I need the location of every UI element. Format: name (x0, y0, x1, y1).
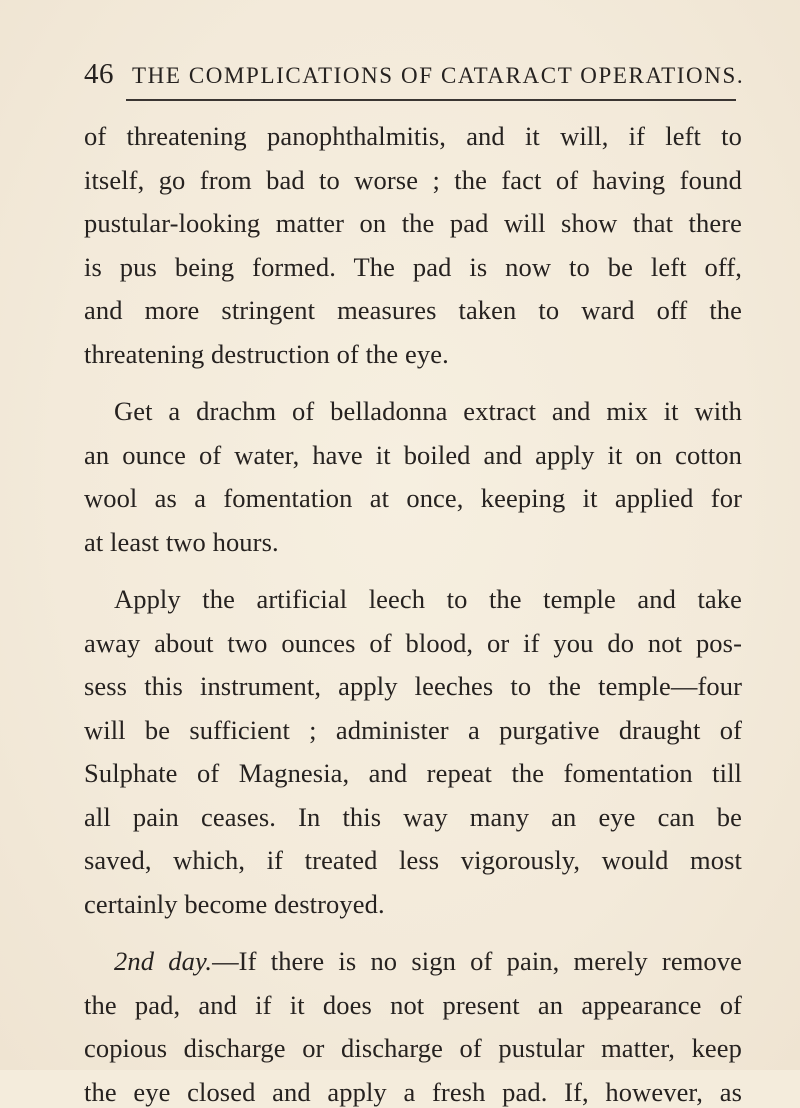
text-line: sess this instrument, apply leeches to the temple—four (84, 671, 742, 701)
text-line: pustular-looking matter on the pad will show that there (84, 208, 742, 238)
text-line-remainder: —If there is no sign of pain, merely remove (212, 946, 742, 976)
text-line: is pus being formed. The pad is now to be left off, (84, 252, 742, 282)
text-line: certainly become destroyed. (84, 889, 385, 919)
text-line: the pad, and if it does not present an appearance of (84, 990, 742, 1020)
text-line: threatening destruction of the eye. (84, 339, 449, 369)
text-line: the eye closed and apply a fresh pad. If, however, as (84, 1077, 742, 1107)
text-line: itself, go from bad to worse ; the fact of having found (84, 165, 742, 195)
text-line: an ounce of water, have it boiled and apply it on cotton (84, 440, 742, 470)
text-line: will be sufficient ; administer a purgative draught of (84, 715, 742, 745)
running-title: THE COMPLICATIONS OF CATARACT OPERATIONS. (132, 63, 745, 88)
text-line: copious discharge or discharge of pustular matter, keep (84, 1033, 742, 1063)
page-number: 46 (84, 58, 114, 90)
section-lead-in: 2nd day. (114, 946, 213, 976)
text-line: Sulphate of Magnesia, and repeat the fomentation till (84, 758, 742, 788)
text-line: away about two ounces of blood, or if you do not pos- (84, 628, 742, 658)
text-line: Get a drachm of belladonna extract and mix it with (114, 396, 742, 426)
text-line: saved, which, if treated less vigorously, would most (84, 845, 742, 875)
text-line: and more stringent measures taken to ward off the (84, 295, 742, 325)
text-line: of threatening panophthalmitis, and it will, if left to (84, 121, 742, 151)
text-line (114, 946, 742, 977)
text-line: Apply the artificial leech to the temple and take (114, 584, 742, 614)
text-line: wool as a fomentation at once, keeping it applied for (84, 483, 742, 513)
text-line: all pain ceases. In this way many an eye can be (84, 802, 742, 832)
text-line: at least two hours. (84, 527, 279, 557)
